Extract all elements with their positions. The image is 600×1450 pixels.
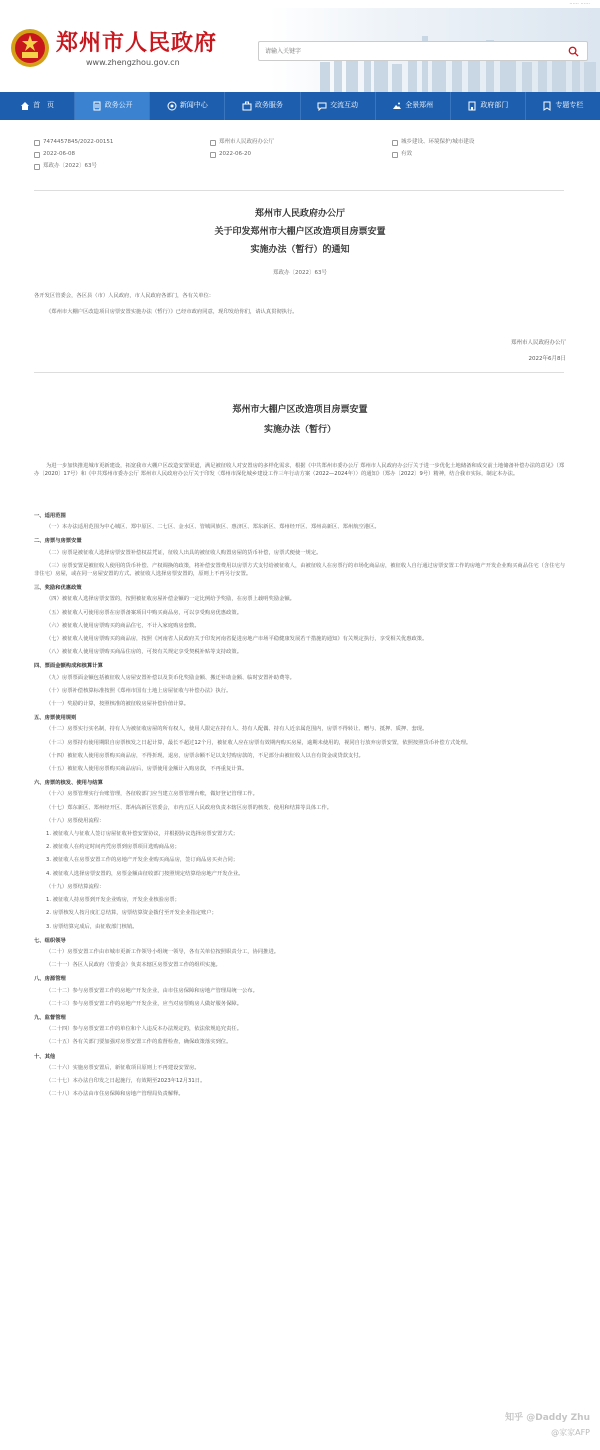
- section-paragraph: （十一）奖励的计算，按照核准的被征收房屋补偿价值计算。: [46, 701, 190, 708]
- section-heading: 六、房票的核发、使用与结算: [34, 780, 103, 787]
- section-paragraph: （二十三）参与房票安置工作的房地产开发企业，应当对房票购房人做好服务保障。: [46, 1000, 242, 1007]
- notice-body: 《郑州市大棚户区改造项目房票安置实施办法（暂行）》已经市政府同意，现印发给你们，请认真贯彻执行。: [46, 309, 298, 315]
- section-heading: 一、适用范围: [34, 513, 66, 519]
- section-paragraph: 1. 被征收人与征收人签订房屋征收补偿安置协议，并根据协议选择房票安置方式；: [46, 831, 239, 838]
- notice-salutation: 各开发区管委会，各区县（市）人民政府，市人民政府各部门，各有关单位：: [34, 293, 215, 299]
- section-paragraph: （八）被征收人使用房票购买商品住房的，可按有关规定享受契税补贴等支持政策。: [46, 649, 242, 656]
- national-emblem-icon: [10, 28, 50, 68]
- section-heading: 五、房票使用规则: [34, 715, 77, 722]
- nav-label: 政务服务: [254, 101, 283, 110]
- nav-home[interactable]: [0, 92, 75, 120]
- meta-topic: 城乡建设、环境保护/城市建设: [401, 139, 475, 146]
- section-paragraph: （四）被征收人选择房票安置的，按照被征收房屋补偿金额的一定比例给予奖励，在房票上载明奖励金额。: [46, 596, 295, 603]
- section-paragraph: （二十）房票安置工作由市城市更新工作领导小组统一领导，各有关单位按照职责分工，协同推进。: [46, 948, 280, 955]
- divider: [34, 190, 564, 191]
- nav-news[interactable]: [150, 92, 225, 120]
- section-paragraph: （一）本办法适用范围为中心城区、郑中原区、二七区、金水区、管城回族区、惠济区、郑东新区、郑州经开区、郑州高新区、郑州航空港区。: [46, 524, 380, 531]
- search-icon[interactable]: [568, 46, 579, 57]
- meta-created: 2022-06-08: [43, 151, 75, 158]
- nav-interaction[interactable]: [301, 92, 376, 120]
- document-icon: [92, 101, 102, 111]
- section-paragraph: （十四）被征收人使用房票购买商品房，不得折现、退房，房票余额不足以支付购房款的，不足部分由被征收人以自有资金或贷款支付。: [46, 752, 364, 759]
- notice-docno: 郑政办〔2022〕63号: [273, 270, 327, 276]
- section-paragraph: 2. 被征收人在约定时间内凭房票到房票项目选购商品房；: [46, 844, 180, 851]
- docno-icon: [34, 164, 40, 170]
- measure-title-line2: 实施办法（暂行）: [263, 425, 336, 435]
- site-url: www.zhengzhou.gov.cn: [86, 58, 180, 67]
- section-paragraph: （十六）房票管理实行台账管理，各征收部门应当建立房票管理台账，做好登记管理工作。: [46, 791, 258, 798]
- section-paragraph: （十七）郑东新区、郑州经开区、郑州高新区管委会，市内五区人民政府负责本辖区房票的核发、使用和结算等具体工作。: [46, 804, 333, 811]
- section-paragraph: （二十七）本办法自印发之日起施行，有效期至2023年12月31日。: [46, 1077, 206, 1084]
- doc-meta-table: [34, 137, 564, 177]
- main-nav: [0, 92, 600, 120]
- section-paragraph: （二）房票是被征收人选择房票安置补偿权益凭证，征收人出具的被征收人购置房屋的货币补偿，房票式便使一规定。: [46, 549, 322, 556]
- site-title[interactable]: 郑州市人民政府: [56, 30, 218, 56]
- building-icon: [467, 101, 477, 111]
- measure-title-line1: 郑州市大棚户区改造项目房票安置: [232, 405, 368, 415]
- section-paragraph: （五）被征收人可使用房票在房票备案项目中购买商品房，可以享受购房优惠政策。: [46, 609, 242, 616]
- home-icon: [20, 101, 30, 111]
- section-paragraph: （十九）房票结算流程：: [46, 883, 105, 890]
- section-paragraph: 3. 房票结算完成后，由征收部门核销。: [46, 923, 138, 930]
- meta-published: 2022-06-20: [219, 151, 251, 158]
- nav-panorama[interactable]: [376, 92, 451, 120]
- nav-label: 政务公开: [104, 101, 133, 110]
- section-paragraph: 4. 被征收人选择房票安置的，房票金额由征收部门按照规定结算给房地产开发企业。: [46, 870, 244, 877]
- nav-topics[interactable]: [526, 92, 600, 120]
- validity-icon: [392, 152, 398, 158]
- nav-gov-affairs[interactable]: [75, 92, 150, 120]
- notice-title-line2: 实施办法（暂行）的通知: [250, 245, 350, 255]
- site-header: [0, 8, 600, 92]
- section-paragraph: （十）房票补偿核算标准按照《郑州市国有土地上房屋征收与补偿办法》执行。: [46, 687, 232, 694]
- section-paragraph: （二十二）参与房票安置工作的房地产开发企业，由市住房保障和房地产管理局统一公布。: [46, 987, 258, 994]
- section-paragraph: （二十六）实施房票安置后，新征收项目原则上不再建设安置房。: [46, 1064, 200, 1071]
- nav-service[interactable]: [225, 92, 300, 120]
- section-paragraph: （九）房票票面金额包括被征收人房屋安置补偿以及货币化奖励金额、搬迁补助金额、临时安置补助费等。: [46, 674, 295, 681]
- nav-label: 首 页: [33, 101, 55, 110]
- watermark-sub: @家家AFP: [551, 1428, 590, 1437]
- nav-departments[interactable]: [451, 92, 526, 120]
- watermark-text: 知乎 @Daddy Zhu: [505, 1413, 590, 1423]
- nav-label: 政府部门: [480, 101, 509, 110]
- section-heading: 七、组织领导: [34, 937, 66, 944]
- section-heading: 三、奖励和优惠政策: [34, 585, 82, 592]
- section-paragraph: 1. 被征收人持房票到开发企业购房，开发企业核验房票；: [46, 897, 180, 904]
- section-paragraph: 3. 被征收人在房票安置工作的房地产开发企业购买商品房，签订商品房买卖合同；: [46, 857, 239, 864]
- top-links[interactable]: ...... ......: [569, 0, 590, 6]
- meta-index-no: 7474457845/2022-00151: [43, 139, 114, 146]
- section-heading: 四、票面金额构成和核算计算: [34, 663, 103, 670]
- section-heading: 九、监督管理: [34, 1014, 66, 1021]
- section-paragraph: （三）房票安置是被征收人使用的货币补偿、产权调换的政策，将补偿安置费用以房票方式支付给被征收人，由被征收人在房票行的市场化商品房，被征收人自行通过房票安置工作的房地产开发企业购买商品住宅（含住宅与非住宅）房屋，或在同一房屋安置的方式。被征收人选择房票安置的，原则上不再另行安置。: [34, 562, 566, 578]
- notice-title-line1: 关于印发郑州市大棚户区改造项目房票安置: [214, 227, 386, 237]
- notice-office: 郑州市人民政府办公厅: [254, 209, 345, 219]
- section-paragraph: （二十一）各区人民政府（管委会）负责本辖区房票安置工作的组织实施。: [46, 962, 221, 969]
- calendar-icon: [34, 152, 40, 158]
- topic-icon: [392, 140, 398, 146]
- section-paragraph: 2. 房票核发人按月度汇总结算，房票结算资金拨付至开发企业指定账户；: [46, 910, 217, 917]
- service-icon: [242, 101, 252, 111]
- meta-docno: 郑政办〔2022〕63号: [43, 163, 97, 170]
- index-icon: [34, 140, 40, 146]
- measure-sections: [34, 506, 566, 1406]
- publisher-icon: [210, 140, 216, 146]
- chat-icon: [317, 101, 327, 111]
- divider: [34, 372, 564, 373]
- section-paragraph: （二十八）本办法由市住房保障和房地产管理局负责解释。: [46, 1091, 184, 1098]
- search-box: [258, 41, 588, 61]
- notice-date: 2022年6月8日: [528, 356, 566, 362]
- panorama-icon: [392, 101, 402, 111]
- calendar-icon: [210, 152, 216, 158]
- measure-intro: 为进一步加快推进城市更新建设，拓宽我市大棚户区改造安置渠道，满足被征收人对安置房的多样化需求，根据《中共郑州市委办公厅 郑州市人民政府办公厅关于进一步优化土地储备和成交前土地储备补偿办法的意见》（郑办〔2020〕17号）和《中共郑州市委办公厅 郑州市人民政府办公厅关于印发〈郑州市深化城乡建设工作三年行动方案（2022—2024年）〉的通知》（郑办〔2022〕9号）精神，结合我市实际，制定本办法。: [34, 463, 565, 478]
- section-paragraph: （二十四）参与房票安置工作的单位和个人违反本办法规定的，依法依规追究责任。: [46, 1026, 242, 1033]
- nav-label: 全景郑州: [405, 101, 434, 110]
- section-paragraph: （二十五）各有关部门要加强对房票安置工作的监督检查，确保政策落实到位。: [46, 1039, 232, 1046]
- search-input[interactable]: [259, 42, 549, 60]
- section-heading: 十、其他: [34, 1053, 56, 1060]
- section-heading: 八、房源管理: [34, 976, 66, 983]
- section-paragraph: （七）被征收人使用房票购买的商品房，按照《河南省人民政府关于印发河南省促进房地产市场平稳健康发展若干措施的通知》有关规定执行，享受相关优惠政策。: [46, 636, 428, 643]
- meta-publisher: 郑州市人民政府办公厅: [219, 139, 275, 146]
- nav-label: 交流互动: [330, 101, 359, 110]
- section-paragraph: （六）被征收人使用房票购买的商品住宅，不计入家庭购房套数。: [46, 622, 200, 629]
- nav-label: 新闻中心: [179, 101, 208, 110]
- section-paragraph: （十三）房票持有使用期限自房票核发之日起计算，最长不超过12个月，被征收人应在房票有效期内购买房屋，逾期未使用的，视同自行放弃房票安置，依照按照货币补偿方式处理。: [46, 739, 472, 746]
- section-paragraph: （十八）房票使用流程：: [46, 817, 105, 824]
- section-paragraph: （十二）房票实行实名制，持有人为被征收房屋的所有权人，使用人限定在持有人、持有人配偶、持有人近亲属范围内，房票不得转让、赠与、抵押、质押、套现。: [46, 726, 428, 733]
- nav-label: 专题专栏: [555, 101, 584, 110]
- notice-signature: 郑州市人民政府办公厅: [510, 340, 566, 346]
- news-icon: [167, 101, 177, 111]
- section-paragraph: （十五）被征收人使用房票购买商品房后，房票使用金额计入购房款，不再重复计算。: [46, 766, 248, 773]
- topic-icon: [542, 101, 552, 111]
- meta-validity: 有效: [401, 151, 413, 158]
- section-heading: 二、房票与房票安置: [34, 538, 82, 545]
